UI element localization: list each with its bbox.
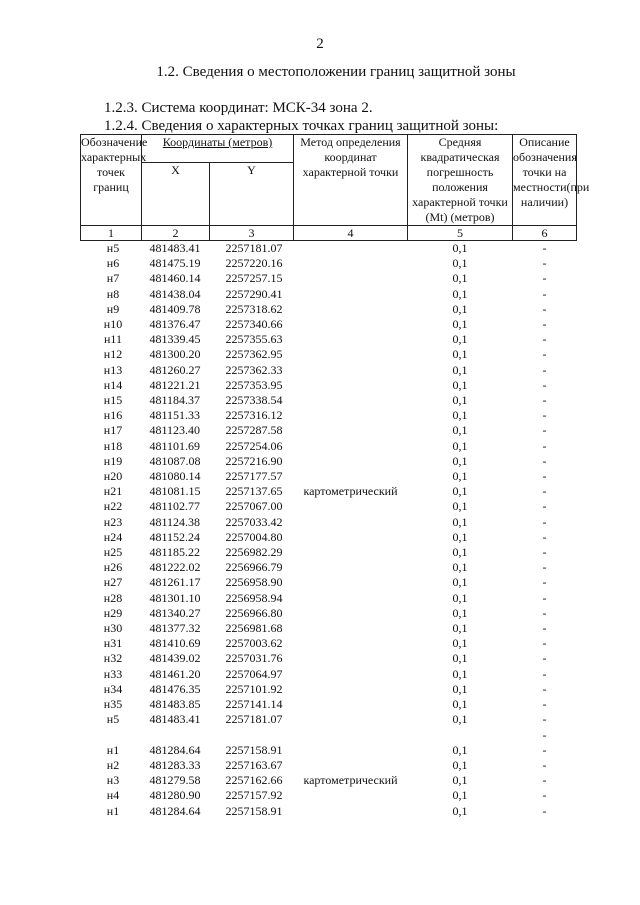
point-name: н22 — [103, 499, 123, 514]
method — [294, 363, 408, 378]
x-coordinate: 481483.41 — [149, 241, 201, 255]
method — [294, 758, 408, 773]
y-coordinate: 2257141.14 — [225, 697, 283, 712]
method — [294, 530, 408, 545]
description: - — [542, 241, 547, 255]
y-coordinate: 2257101.92 — [225, 681, 283, 696]
table-row — [81, 287, 577, 302]
y-coordinate: 2257162.66 — [225, 773, 283, 788]
page-number: 2 — [316, 36, 324, 52]
separator-row — [81, 728, 577, 743]
point-name: н29 — [103, 605, 123, 620]
description: - — [542, 545, 547, 560]
y-coordinate: 2257003.62 — [225, 636, 283, 651]
y-coordinate: 2256958.90 — [225, 575, 283, 590]
column-number: 2 — [142, 226, 210, 241]
point-name: н19 — [103, 453, 123, 468]
x-coordinate: 481483.85 — [149, 697, 201, 712]
method — [294, 743, 408, 758]
method — [294, 287, 408, 302]
description: - — [542, 803, 547, 818]
x-coordinate: 481087.08 — [149, 453, 201, 468]
y-coordinate: 2257163.67 — [225, 757, 283, 772]
y-coordinate: 2257316.12 — [225, 408, 283, 423]
method — [294, 439, 408, 454]
x-coordinate: 481284.64 — [149, 803, 201, 818]
x-coordinate: 481284.64 — [149, 742, 201, 757]
x-coordinate: 481081.15 — [149, 484, 201, 499]
method — [294, 651, 408, 666]
point-name: н1 — [106, 803, 120, 818]
boundary-points-table — [80, 134, 590, 819]
error-value: 0,1 — [452, 347, 468, 362]
method — [294, 271, 408, 286]
y-coordinate: 2256982.29 — [225, 545, 283, 560]
point-name: н11 — [104, 332, 122, 347]
point-name: н21 — [103, 484, 123, 499]
method — [294, 423, 408, 438]
table-row — [81, 347, 577, 362]
error-value: 0,1 — [452, 712, 468, 727]
table-row — [81, 651, 577, 666]
y-coordinate: 2257290.41 — [225, 286, 283, 301]
point-name: н34 — [103, 681, 123, 696]
point-name: н10 — [103, 317, 123, 332]
y-coordinate: 2257031.76 — [225, 651, 283, 666]
column-number: 4 — [294, 226, 408, 241]
method — [294, 469, 408, 484]
description: - — [542, 590, 547, 605]
point-name: н3 — [106, 773, 120, 788]
y-coordinate: 2256966.80 — [225, 605, 283, 620]
header-error: Средняя квадратическая погрешность положения характерной точки (Mt) (метров) — [408, 135, 513, 226]
header-description: Описание обозначения точки на местности(при наличии) — [513, 135, 577, 226]
table-row — [81, 408, 577, 423]
y-coordinate: 2257033.42 — [225, 514, 283, 529]
error-value: 0,1 — [452, 529, 468, 544]
description: - — [542, 575, 547, 590]
method — [294, 545, 408, 560]
description: - — [542, 651, 547, 666]
y-coordinate: 2257158.91 — [225, 803, 283, 818]
x-coordinate: 481102.77 — [149, 499, 201, 514]
table-row — [81, 241, 577, 257]
error-value: 0,1 — [452, 286, 468, 301]
error-value: 0,1 — [452, 803, 468, 818]
y-coordinate: 2257158.91 — [225, 742, 283, 757]
description: - — [542, 681, 547, 696]
error-value: 0,1 — [452, 742, 468, 757]
method — [294, 317, 408, 332]
x-coordinate: 481410.69 — [149, 636, 201, 651]
error-value: 0,1 — [452, 788, 468, 803]
description: - — [542, 499, 547, 514]
description: - — [542, 514, 547, 529]
error-value: 0,1 — [452, 332, 468, 347]
point-name: н35 — [103, 697, 123, 712]
x-coordinate: 481184.37 — [149, 393, 201, 408]
description: - — [542, 621, 547, 636]
error-value: 0,1 — [452, 666, 468, 681]
description: - — [542, 393, 547, 408]
description: - — [542, 271, 547, 286]
error-value: 0,1 — [452, 317, 468, 332]
table-row — [81, 332, 577, 347]
point-name: н28 — [103, 590, 123, 605]
header-x: X — [142, 163, 210, 226]
x-coordinate: 481438.04 — [149, 286, 201, 301]
y-coordinate: 2257137.65 — [225, 484, 283, 499]
description: - — [542, 560, 547, 575]
point-name: н9 — [106, 301, 120, 316]
description: - — [542, 453, 547, 468]
table-row — [81, 712, 577, 727]
method — [294, 636, 408, 651]
description: - — [542, 256, 547, 271]
table-row — [81, 636, 577, 651]
point-name: н1 — [106, 742, 120, 757]
point-name: н17 — [103, 423, 123, 438]
y-coordinate: 2257338.54 — [225, 393, 283, 408]
error-value: 0,1 — [452, 408, 468, 423]
table-row — [81, 804, 577, 819]
error-value: 0,1 — [452, 621, 468, 636]
y-coordinate: 2257181.07 — [225, 241, 283, 255]
column-number: 6 — [513, 226, 577, 241]
point-name: н18 — [103, 438, 123, 453]
error-value: 0,1 — [452, 560, 468, 575]
error-value: 0,1 — [452, 651, 468, 666]
header-method: Метод определения координат характерной точки — [294, 135, 408, 226]
x-coordinate: 481222.02 — [149, 560, 201, 575]
method: картометрический — [303, 484, 398, 499]
description: - — [542, 362, 547, 377]
error-value: 0,1 — [452, 241, 468, 255]
description: - — [542, 697, 547, 712]
method — [294, 575, 408, 590]
y-coordinate: 2257340.66 — [225, 317, 283, 332]
x-coordinate: 481340.27 — [149, 605, 201, 620]
description: - — [542, 773, 547, 788]
table-row — [81, 591, 577, 606]
description: - — [542, 529, 547, 544]
y-coordinate: 2257254.06 — [225, 438, 283, 453]
header-coordinates-label: Координаты (метров) — [162, 135, 273, 149]
y-coordinate: 2256958.94 — [225, 590, 283, 605]
table-row — [81, 499, 577, 514]
error-value: 0,1 — [452, 438, 468, 453]
y-coordinate: 2257318.62 — [225, 301, 283, 316]
method — [294, 788, 408, 803]
table-row — [81, 575, 577, 590]
point-name: н5 — [106, 241, 120, 255]
method — [294, 256, 408, 271]
method — [294, 378, 408, 393]
table-row — [81, 773, 577, 788]
table-row — [81, 271, 577, 286]
table-row — [81, 439, 577, 454]
table-row — [81, 621, 577, 636]
error-value: 0,1 — [452, 514, 468, 529]
header-coordinates — [142, 135, 294, 163]
y-coordinate: 2257257.15 — [225, 271, 283, 286]
point-name: н24 — [103, 529, 123, 544]
description: - — [542, 317, 547, 332]
x-coordinate: 481439.02 — [149, 651, 201, 666]
coordinate-system-line: 1.2.3. Система координат: МСК-34 зона 2. — [104, 100, 373, 116]
point-name: н7 — [106, 271, 120, 286]
description: - — [542, 347, 547, 362]
error-value: 0,1 — [452, 423, 468, 438]
table-row — [81, 484, 577, 499]
description: - — [542, 301, 547, 316]
x-coordinate: 481476.35 — [149, 681, 201, 696]
table-row — [81, 606, 577, 621]
error-value: 0,1 — [452, 362, 468, 377]
method — [294, 621, 408, 636]
empty-cell — [142, 728, 210, 743]
x-coordinate: 481261.17 — [149, 575, 201, 590]
point-name: н16 — [103, 408, 123, 423]
method — [294, 712, 408, 727]
x-coordinate: 481475.19 — [149, 256, 201, 271]
error-value: 0,1 — [452, 681, 468, 696]
description: - — [542, 438, 547, 453]
column-number: 1 — [81, 226, 142, 241]
method — [294, 515, 408, 530]
y-coordinate: 2257064.97 — [225, 666, 283, 681]
table-row — [81, 515, 577, 530]
error-value: 0,1 — [452, 773, 468, 788]
method — [294, 408, 408, 423]
x-coordinate: 481280.90 — [149, 788, 201, 803]
section-title: 1.2. Сведения о местоположении границ защитной зоны — [156, 64, 516, 80]
description: - — [542, 286, 547, 301]
error-value: 0,1 — [452, 499, 468, 514]
column-number: 5 — [408, 226, 513, 241]
x-coordinate: 481080.14 — [149, 469, 201, 484]
method — [294, 302, 408, 317]
point-name: н26 — [103, 560, 123, 575]
x-coordinate: 481151.33 — [149, 408, 201, 423]
error-value: 0,1 — [452, 484, 468, 499]
y-coordinate: 2257355.63 — [225, 332, 283, 347]
description: - — [542, 377, 547, 392]
table-row — [81, 469, 577, 484]
point-name: н6 — [106, 256, 120, 271]
description: - — [542, 712, 547, 727]
point-name: н8 — [106, 286, 120, 301]
method — [294, 804, 408, 819]
description: - — [542, 423, 547, 438]
method — [294, 560, 408, 575]
description: - — [542, 636, 547, 651]
table-row — [81, 758, 577, 773]
x-coordinate: 481185.22 — [149, 545, 201, 560]
point-name: н13 — [103, 362, 123, 377]
error-value: 0,1 — [452, 377, 468, 392]
error-value: 0,1 — [452, 575, 468, 590]
point-name: н31 — [103, 636, 123, 651]
y-coordinate: 2257004.80 — [225, 529, 283, 544]
description: - — [542, 666, 547, 681]
x-coordinate: 481461.20 — [149, 666, 201, 681]
method — [294, 347, 408, 362]
x-coordinate: 481260.27 — [149, 362, 201, 377]
description: - — [542, 742, 547, 757]
method — [294, 332, 408, 347]
table-row — [81, 256, 577, 271]
x-coordinate: 481301.10 — [149, 590, 201, 605]
method — [294, 682, 408, 697]
y-coordinate: 2257216.90 — [225, 453, 283, 468]
point-name: н14 — [103, 377, 123, 392]
method — [294, 606, 408, 621]
method — [294, 667, 408, 682]
x-coordinate: 481283.33 — [149, 757, 201, 772]
point-name: н12 — [103, 347, 123, 362]
table-row — [81, 317, 577, 332]
point-name: н5 — [106, 712, 120, 727]
error-value: 0,1 — [452, 605, 468, 620]
table-row — [81, 393, 577, 408]
x-coordinate: 481279.58 — [149, 773, 201, 788]
description: - — [542, 788, 547, 803]
error-value: 0,1 — [452, 469, 468, 484]
description: - — [542, 605, 547, 620]
table-row — [81, 302, 577, 317]
error-value: 0,1 — [452, 697, 468, 712]
y-coordinate: 2257157.92 — [225, 788, 283, 803]
points-info-line: 1.2.4. Сведения о характерных точках границ защитной зоны: — [104, 118, 499, 134]
x-coordinate: 481483.41 — [149, 712, 201, 727]
table-row — [81, 743, 577, 758]
y-coordinate: 2257177.57 — [225, 469, 283, 484]
x-coordinate: 481377.32 — [149, 621, 201, 636]
table-row — [81, 378, 577, 393]
method — [294, 241, 408, 257]
empty-cell — [408, 728, 513, 743]
y-coordinate: 2257362.95 — [225, 347, 283, 362]
table-row — [81, 363, 577, 378]
description: - — [542, 484, 547, 499]
x-coordinate: 481376.47 — [149, 317, 201, 332]
y-coordinate: 2257362.33 — [225, 362, 283, 377]
table-row — [81, 530, 577, 545]
method: картометрический — [303, 773, 398, 788]
empty-cell — [210, 728, 294, 743]
point-name: н20 — [103, 469, 123, 484]
y-coordinate: 2257220.16 — [225, 256, 283, 271]
table-row — [81, 560, 577, 575]
column-number: 3 — [210, 226, 294, 241]
point-name: н32 — [103, 651, 123, 666]
table-row — [81, 423, 577, 438]
method — [294, 591, 408, 606]
y-coordinate: 2256966.79 — [225, 560, 283, 575]
method — [294, 393, 408, 408]
empty-cell — [81, 728, 142, 743]
error-value: 0,1 — [452, 757, 468, 772]
table-row — [81, 545, 577, 560]
x-coordinate: 481339.45 — [149, 332, 201, 347]
description: - — [542, 408, 547, 423]
x-coordinate: 481152.24 — [149, 529, 201, 544]
point-name: н2 — [106, 757, 120, 772]
empty-cell — [294, 728, 408, 743]
point-name: н33 — [103, 666, 123, 681]
y-coordinate: 2257181.07 — [225, 712, 283, 727]
table-body — [81, 241, 577, 819]
table-row — [81, 788, 577, 803]
x-coordinate: 481409.78 — [149, 301, 201, 316]
error-value: 0,1 — [452, 590, 468, 605]
point-name: н30 — [103, 621, 123, 636]
x-coordinate: 481101.69 — [149, 438, 201, 453]
point-name: н25 — [103, 545, 123, 560]
header-y: Y — [210, 163, 294, 226]
description: - — [542, 727, 547, 742]
y-coordinate: 2257067.00 — [225, 499, 283, 514]
y-coordinate: 2257353.95 — [225, 377, 283, 392]
point-name: н15 — [103, 393, 123, 408]
x-coordinate: 481124.38 — [149, 514, 201, 529]
point-name: н23 — [103, 514, 123, 529]
method — [294, 697, 408, 712]
description: - — [542, 332, 547, 347]
x-coordinate: 481300.20 — [149, 347, 201, 362]
x-coordinate: 481123.40 — [149, 423, 201, 438]
error-value: 0,1 — [452, 453, 468, 468]
x-coordinate: 481221.21 — [149, 377, 201, 392]
table-row — [81, 667, 577, 682]
description: - — [542, 757, 547, 772]
description: - — [542, 469, 547, 484]
point-name: н4 — [106, 788, 120, 803]
table-row — [81, 454, 577, 469]
method — [294, 499, 408, 514]
x-coordinate: 481460.14 — [149, 271, 201, 286]
table-row — [81, 682, 577, 697]
y-coordinate: 2256981.68 — [225, 621, 283, 636]
error-value: 0,1 — [452, 301, 468, 316]
error-value: 0,1 — [452, 545, 468, 560]
error-value: 0,1 — [452, 271, 468, 286]
method — [294, 454, 408, 469]
error-value: 0,1 — [452, 256, 468, 271]
point-name: н27 — [103, 575, 123, 590]
header-designation: Обозначение характерных точек границ — [81, 135, 142, 226]
error-value: 0,1 — [452, 636, 468, 651]
error-value: 0,1 — [452, 393, 468, 408]
y-coordinate: 2257287.58 — [225, 423, 283, 438]
table-row — [81, 697, 577, 712]
